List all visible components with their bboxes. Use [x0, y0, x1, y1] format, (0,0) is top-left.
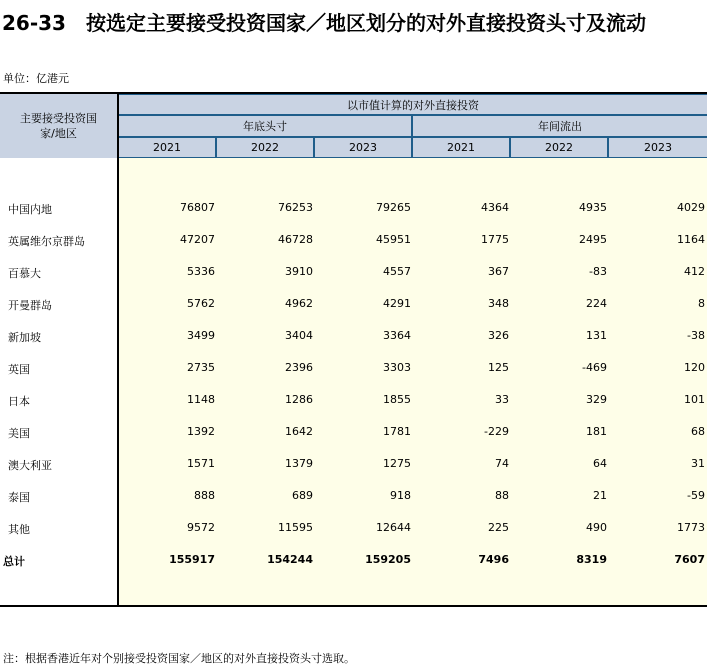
value-cell: 8: [698, 297, 705, 310]
value-cell: 1275: [383, 457, 411, 470]
value-cell: 1642: [285, 425, 313, 438]
value-cell: 3910: [285, 265, 313, 278]
year-header: [119, 138, 215, 157]
table-row: [0, 198, 707, 218]
table-row: [0, 422, 707, 442]
value-cell: 12644: [376, 521, 411, 534]
position-header: [119, 116, 411, 136]
value-cell: 21: [593, 489, 607, 502]
table-row: [0, 326, 707, 346]
value-cell: 11595: [278, 521, 313, 534]
value-cell: 3499: [187, 329, 215, 342]
value-cell: 155917: [169, 553, 215, 566]
table-row: [0, 390, 707, 410]
value-cell: 76253: [278, 201, 313, 214]
value-cell: 348: [488, 297, 509, 310]
value-cell: 181: [586, 425, 607, 438]
region-label: 澳大利亚: [8, 459, 52, 472]
value-cell: 1392: [187, 425, 215, 438]
year-label: 2023: [644, 141, 672, 154]
value-cell: 4962: [285, 297, 313, 310]
table-row: [0, 358, 707, 378]
value-cell: 101: [684, 393, 705, 406]
value-cell: 1148: [187, 393, 215, 406]
table-row: [0, 454, 707, 474]
table-row: [0, 518, 707, 538]
table-row: [0, 294, 707, 314]
value-cell: 4557: [383, 265, 411, 278]
value-cell: 68: [691, 425, 705, 438]
table-row: [0, 230, 707, 250]
region-label: 其他: [8, 523, 30, 536]
region-label: 中国内地: [8, 203, 52, 216]
value-cell: 88: [495, 489, 509, 502]
table-row: [0, 486, 707, 506]
value-cell: 9572: [187, 521, 215, 534]
value-cell: 2735: [187, 361, 215, 374]
value-cell: 918: [390, 489, 411, 502]
value-cell: 79265: [376, 201, 411, 214]
value-cell: 7607: [674, 553, 705, 566]
value-cell: 4935: [579, 201, 607, 214]
value-cell: 7496: [478, 553, 509, 566]
row-header-label: 主要接受投资国家/地区: [20, 112, 97, 140]
value-cell: 33: [495, 393, 509, 406]
value-cell: 1855: [383, 393, 411, 406]
value-cell: 2495: [579, 233, 607, 246]
region-label: 泰国: [8, 491, 30, 504]
group-header: [119, 95, 707, 114]
position-header-label: 年底头寸: [243, 120, 287, 133]
table-row: [0, 262, 707, 282]
unit-label: 单位：亿港元: [3, 72, 69, 85]
value-cell: 3303: [383, 361, 411, 374]
page-title: 26-33 按选定主要接受投资国家／地区划分的对外直接投资头寸及流动: [2, 11, 646, 35]
group-header-label: 以市值计算的对外直接投资: [347, 98, 479, 112]
region-label: 美国: [8, 427, 30, 440]
year-header: [413, 138, 509, 157]
value-cell: 1379: [285, 457, 313, 470]
year-header: [511, 138, 607, 157]
region-label: 开曼群岛: [8, 299, 52, 312]
footnote: 注：根据香港近年对个别接受投资国家／地区的对外直接投资头寸选取。: [3, 652, 355, 665]
value-cell: 329: [586, 393, 607, 406]
value-cell: 45951: [376, 233, 411, 246]
value-cell: 1775: [481, 233, 509, 246]
value-cell: 5336: [187, 265, 215, 278]
value-cell: 326: [488, 329, 509, 342]
year-header: [217, 138, 313, 157]
year-label: 2023: [349, 141, 377, 154]
value-cell: 1164: [677, 233, 705, 246]
value-cell: 131: [586, 329, 607, 342]
value-cell: 3364: [383, 329, 411, 342]
value-cell: 76807: [180, 201, 215, 214]
value-cell: -38: [687, 329, 705, 342]
value-cell: 47207: [180, 233, 215, 246]
value-cell: 120: [684, 361, 705, 374]
value-cell: 412: [684, 265, 705, 278]
region-label: 新加坡: [8, 331, 41, 344]
value-cell: 689: [292, 489, 313, 502]
region-label: 英属维尔京群岛: [8, 235, 85, 248]
value-cell: -229: [484, 425, 509, 438]
value-cell: 888: [194, 489, 215, 502]
value-cell: 1286: [285, 393, 313, 406]
year-header: [609, 138, 707, 157]
value-cell: 8319: [576, 553, 607, 566]
year-label: 2022: [545, 141, 573, 154]
row-header-cell: [0, 94, 119, 158]
value-cell: 46728: [278, 233, 313, 246]
year-header: [315, 138, 411, 157]
flow-header-label: 年间流出: [538, 120, 582, 133]
value-cell: 4364: [481, 201, 509, 214]
value-cell: 1571: [187, 457, 215, 470]
value-cell: 490: [586, 521, 607, 534]
year-label: 2021: [153, 141, 181, 154]
value-cell: 2396: [285, 361, 313, 374]
total-row: [0, 550, 707, 570]
value-cell: 64: [593, 457, 607, 470]
flow-header: [413, 116, 707, 136]
value-cell: -83: [589, 265, 607, 278]
value-cell: 225: [488, 521, 509, 534]
region-label: 百慕大: [8, 267, 41, 280]
total-label: 总计: [3, 555, 25, 568]
value-cell: 3404: [285, 329, 313, 342]
value-cell: 154244: [267, 553, 313, 566]
value-cell: 159205: [365, 553, 411, 566]
value-cell: 5762: [187, 297, 215, 310]
value-cell: -59: [687, 489, 705, 502]
region-label: 日本: [8, 395, 30, 408]
value-cell: 1773: [677, 521, 705, 534]
value-cell: 367: [488, 265, 509, 278]
value-cell: -469: [582, 361, 607, 374]
value-cell: 1781: [383, 425, 411, 438]
table-bottom-rule: [0, 605, 707, 607]
value-cell: 4029: [677, 201, 705, 214]
region-label: 英国: [8, 363, 30, 376]
year-label: 2022: [251, 141, 279, 154]
value-cell: 4291: [383, 297, 411, 310]
value-cell: 224: [586, 297, 607, 310]
value-cell: 74: [495, 457, 509, 470]
value-cell: 125: [488, 361, 509, 374]
value-cell: 31: [691, 457, 705, 470]
year-label: 2021: [447, 141, 475, 154]
